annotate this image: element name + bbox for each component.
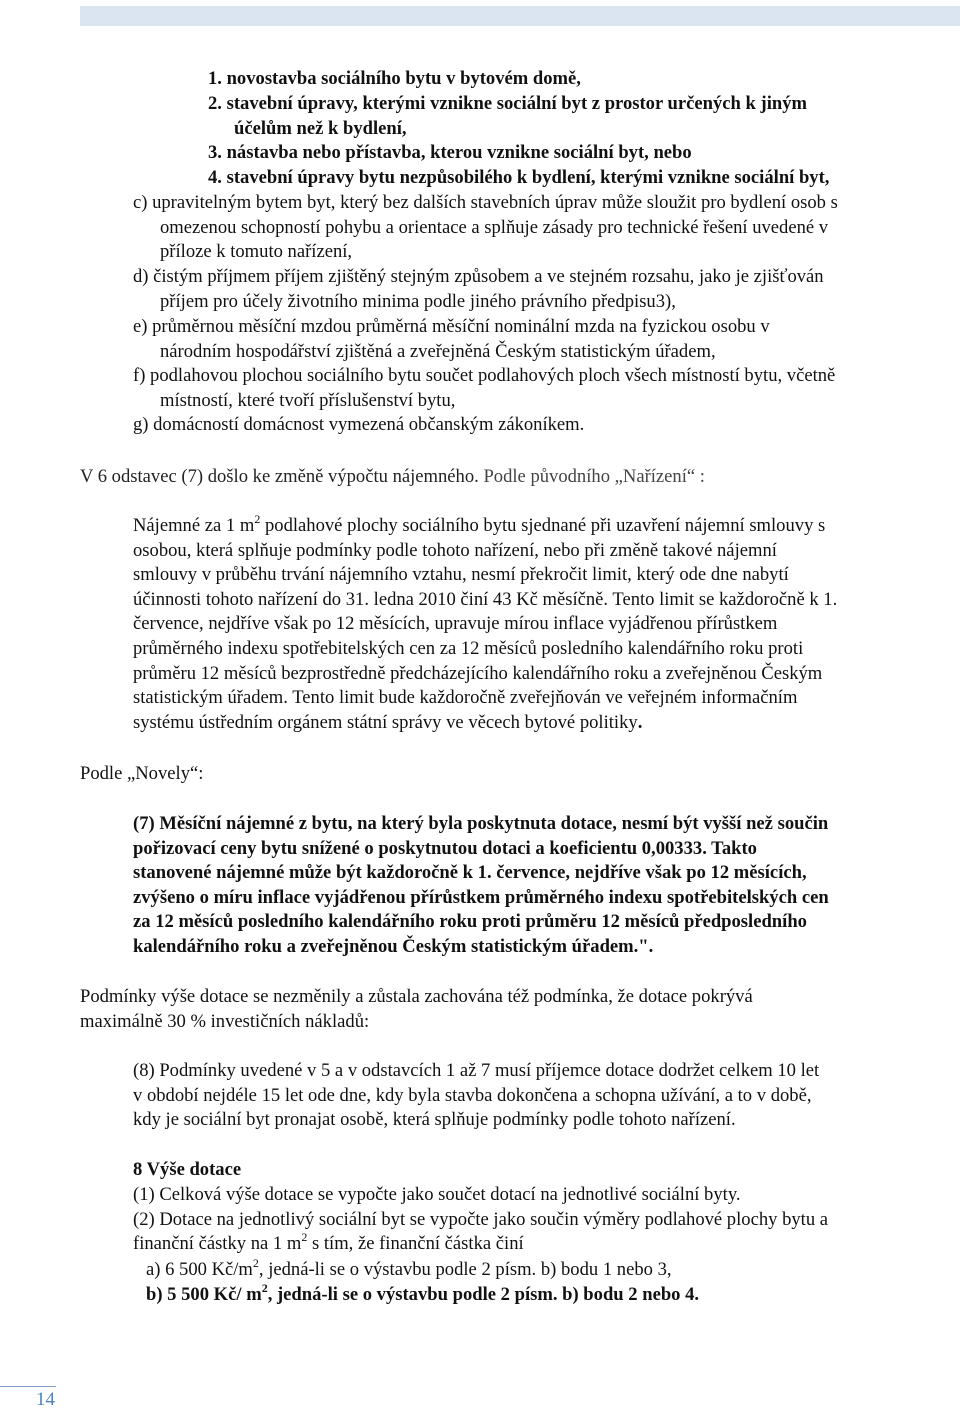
definition-e: e) průměrnou měsíční mzdou průměrná měsíční nominální mzda na fyzickou osobu v národním hospodářství zjištěná a zveřejněná Českým statistickým úřadem, [133, 316, 770, 362]
novela-label: Podle „Novely“: [80, 763, 204, 784]
definition-c: c) upravitelným bytem byt, který bez dalších stavebních úprav může sloužit pro bydlení osob s omezenou schopností pohybu a orientace a splňuje zásady pro technické řešení uvedené v příloze k tomuto nařízení, [133, 192, 838, 263]
section-8-body: (1) Celková výše dotace se vypočte jako součet dotací na jednotlivé sociální byty. (2) Dotace na jednotlivý sociální byt se vypočte jako součin výměry podlahové plochy bytu a finanční částky na 1 $m^2$ s tím, že finanční částka činí [133, 1184, 829, 1255]
change-paragraph: V 6 odstavec (7) došlo ke změně výpočtu nájemného. Podle původního „Nařízení“ : [80, 466, 705, 487]
conditions-paragraph: Podmínky výše dotace se nezměnily a zůstala zachována též podmínka, že dotace pokrývá maximálně 30 % investičních nákladů: [80, 986, 753, 1032]
header-band [80, 6, 960, 26]
footer-rule [0, 1386, 56, 1387]
list-item-3: 3. nástavba nebo přístavba, kterou vznikne sociální byt, nebo [208, 142, 692, 163]
list-item-1: 1. novostavba sociálního bytu v bytovém domě, [208, 68, 581, 89]
section-8-heading: 8 Výše dotace [133, 1159, 242, 1180]
definition-d: d) čistým příjmem příjem zjištěný stejným způsobem a ve stejném rozsahu, jako je zjišťován příjem pro účely životního minima podle jiného právního předpisu3), [133, 266, 824, 312]
rate-b: b) 5 500 Kč/ $m^2$, jedná-li se o výstavbu podle 2 písm. b) bodu 2 nebo 4. [146, 1281, 700, 1305]
original-rent-clause: Nájemné za 1 $m^2$ podlahové plochy sociálního bytu sjednané při uzavření nájemní smlouvy s osobou, která splňuje podmínky podle tohoto nařízení, nebo při změně takové nájemní smlouvy v průběhu trvání nájemního vztahu, nesmí překročit limit, který ode dne nabytí účinnosti tohoto nařízení do 31. ledna 2010 činí 43 Kč měsíčně. Tento limit se každoročně k 1. července, nejdříve však po 12 měsících, upravuje mírou inflace vyjádřenou přírůstkem průměrného indexu spotřebitelských cen za 12 měsíců posledního kalendářního roku proti průměru 12 měsíců bezprostředně předcházejícího kalendářního roku a zveřejněnou Českým statistickým úřadem. Tento limit bude každoročně zveřejňován ve veřejném informačním systému ústředním orgánem státní správy ve věcech bytové politiky. [133, 512, 838, 733]
list-item-4: 4. stavební úpravy bytu nezpůsobilého k bydlení, kterými vznikne sociální byt, [208, 167, 830, 188]
definition-g: g) domácností domácnost vymezená občanským zákoníkem. [133, 414, 585, 435]
rate-a: a) 6 500 $Kč/m^2$, jedná-li se o výstavbu podle 2 písm. b) bodu 1 nebo 3, [146, 1256, 672, 1280]
amendment-clause: (7) Měsíční nájemné z bytu, na který byla poskytnuta dotace, nesmí být vyšší než součin pořizovací ceny bytu snížené o poskytnutou dotaci a koeficientu 0,00333. Takto stanovené nájemné může být každoročně k 1. července, nejdříve však po 12 měsících, zvýšeno o míru inflace vyjádřenou přírůstkem průměrného indexu spotřebitelských cen za 12 měsíců posledního kalendářního roku proti průměru 12 měsíců předposledního kalendářního roku a zveřejněnou Českým statistickým úřadem.". [133, 813, 829, 957]
list-item-2: 2. stavební úpravy, kterými vznikne sociální byt z prostor určených k jiným účelům než k bydlení, [208, 93, 807, 139]
page-number: 14 [36, 1389, 55, 1410]
paragraph-8: (8) Podmínky uvedené v 5 a v odstavcích 1 až 7 musí příjemce dotace dodržet celkem 10 let v období nejdéle 15 let ode dne, kdy byla stavba dokončena a schopna užívání, a to v době, kdy je sociální byt pronajat osobě, která splňuje podmínky podle tohoto nařízení. [133, 1060, 820, 1131]
definition-f: f) podlahovou plochou sociálního bytu součet podlahových ploch všech místností bytu, včetně místností, které tvoří příslušenství bytu, [133, 365, 836, 411]
